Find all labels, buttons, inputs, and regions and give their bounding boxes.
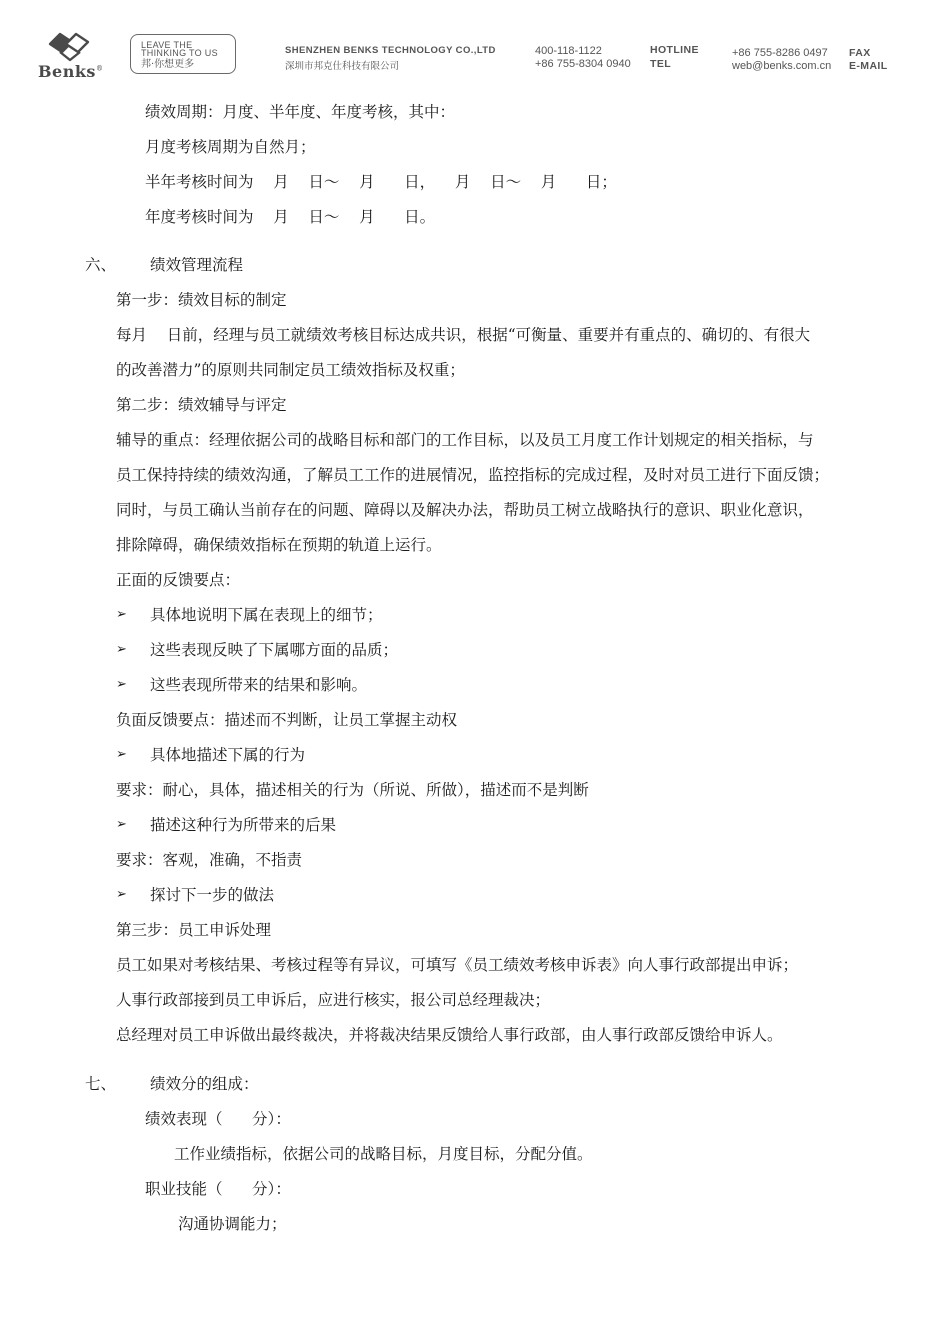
section-6-number: 六、	[85, 256, 117, 274]
logo-wordmark: Benks®	[38, 62, 104, 81]
email-address: web@benks.com.cn	[732, 60, 832, 72]
cycle-monthly: 月度考核周期为自然月；	[145, 138, 316, 156]
step-2-paragraph-line-1: 辅导的重点：经理依据公司的战略目标和部门的工作目标，以及员工月度工作计划规定的相关指标，与	[116, 431, 814, 449]
step-3-paragraph-line-2: 人事行政部接到员工申诉后，应进行核实，报公司总经理裁决；	[116, 991, 551, 1009]
step-1-paragraph-line-1: 每月 日前，经理与员工就绩效考核目标达成共识，根据“可衡量、重要并有重点的、确切的、有很大	[116, 326, 811, 344]
bullet-arrow-icon: ➢	[116, 887, 127, 902]
skill-item-communication: 沟通协调能力；	[178, 1215, 287, 1233]
email-label: E-MAIL	[849, 60, 888, 72]
step-2-paragraph-line-2: 员工保持持续的绩效沟通，了解员工工作的进展情况，监控指标的完成过程，及时对员工进行下面反馈；	[116, 466, 830, 484]
cycle-annual: 年度考核时间为 月 日～ 月 日。	[145, 208, 436, 226]
performance-score-description: 工作业绩指标，依据公司的战略目标，月度目标，分配分值。	[174, 1145, 593, 1163]
benks-logo-icon	[46, 30, 92, 64]
slogan-line-3: 邦·你想更多	[141, 59, 195, 70]
step-1-paragraph-line-2: 的改善潜力”的原则共同制定员工绩效指标及权重；	[116, 361, 465, 379]
negative-feedback-item-1: 具体地描述下属的行为	[150, 746, 306, 764]
positive-feedback-item-2: 这些表现反映了下属哪方面的品质；	[150, 641, 399, 659]
negative-feedback-requirement-1: 要求：耐心，具体，描述相关的行为（所说、所做），描述而不是判断	[116, 781, 589, 799]
tel-label: TEL	[650, 58, 672, 70]
bullet-arrow-icon: ➢	[116, 747, 127, 762]
hotline-label: HOTLINE	[650, 44, 699, 56]
negative-feedback-requirement-2: 要求：客观，准确，不指责	[116, 851, 303, 869]
step-1-title: 第一步：绩效目标的制定	[116, 291, 287, 309]
step-3-paragraph-line-1: 员工如果对考核结果、考核过程等有异议，可填写《员工绩效考核申诉表》向人事行政部提出申诉；	[116, 956, 799, 974]
letterhead	[0, 0, 950, 90]
fax-label: FAX	[849, 47, 871, 59]
slogan-line-1: LEAVE THE	[141, 40, 193, 50]
bullet-arrow-icon: ➢	[116, 677, 127, 692]
skill-score-title: 职业技能（ 分）：	[145, 1180, 291, 1198]
step-3-paragraph-line-3: 总经理对员工申诉做出最终裁决，并将裁决结果反馈给人事行政部，由人事行政部反馈给申诉人。	[116, 1026, 783, 1044]
positive-feedback-title: 正面的反馈要点：	[116, 571, 241, 589]
section-7-number: 七、	[85, 1075, 117, 1093]
bullet-arrow-icon: ➢	[116, 642, 127, 657]
cycle-intro: 绩效周期：月度、半年度、年度考核，其中：	[145, 103, 456, 121]
bullet-arrow-icon: ➢	[116, 817, 127, 832]
section-6-title: 绩效管理流程	[150, 256, 244, 274]
positive-feedback-item-1: 具体地说明下属在表现上的细节；	[150, 606, 383, 624]
fax-number: +86 755-8286 0497	[732, 47, 828, 59]
tel-number: +86 755-8304 0940	[535, 58, 631, 70]
step-2-paragraph-line-4: 排除障碍，确保绩效指标在预期的轨道上运行。	[116, 536, 442, 554]
step-2-title: 第二步：绩效辅导与评定	[116, 396, 287, 414]
negative-feedback-item-3: 探讨下一步的做法	[150, 886, 275, 904]
slogan-badge	[130, 34, 236, 74]
bullet-arrow-icon: ➢	[116, 607, 127, 622]
positive-feedback-item-3: 这些表现所带来的结果和影响。	[150, 676, 368, 694]
company-name-cn: 深圳市邦克仕科技有限公司	[285, 61, 400, 72]
step-2-paragraph-line-3: 同时，与员工确认当前存在的问题、障碍以及解决办法，帮助员工树立战略执行的意识、职业化意识，	[116, 501, 814, 519]
performance-score-title: 绩效表现（ 分）：	[145, 1110, 291, 1128]
negative-feedback-item-2: 描述这种行为所带来的后果	[150, 816, 337, 834]
cycle-half-year: 半年考核时间为 月 日～ 月 日， 月 日～ 月 日；	[145, 173, 617, 191]
negative-feedback-title: 负面反馈要点：描述而不判断，让员工掌握主动权	[116, 711, 458, 729]
company-name-en: SHENZHEN BENKS TECHNOLOGY CO.,LTD	[285, 45, 496, 56]
section-7-title: 绩效分的组成：	[150, 1075, 259, 1093]
slogan-line-2: THINKING TO US	[141, 48, 218, 58]
step-3-title: 第三步：员工申诉处理	[116, 921, 272, 939]
hotline-number: 400-118-1122	[535, 45, 602, 57]
